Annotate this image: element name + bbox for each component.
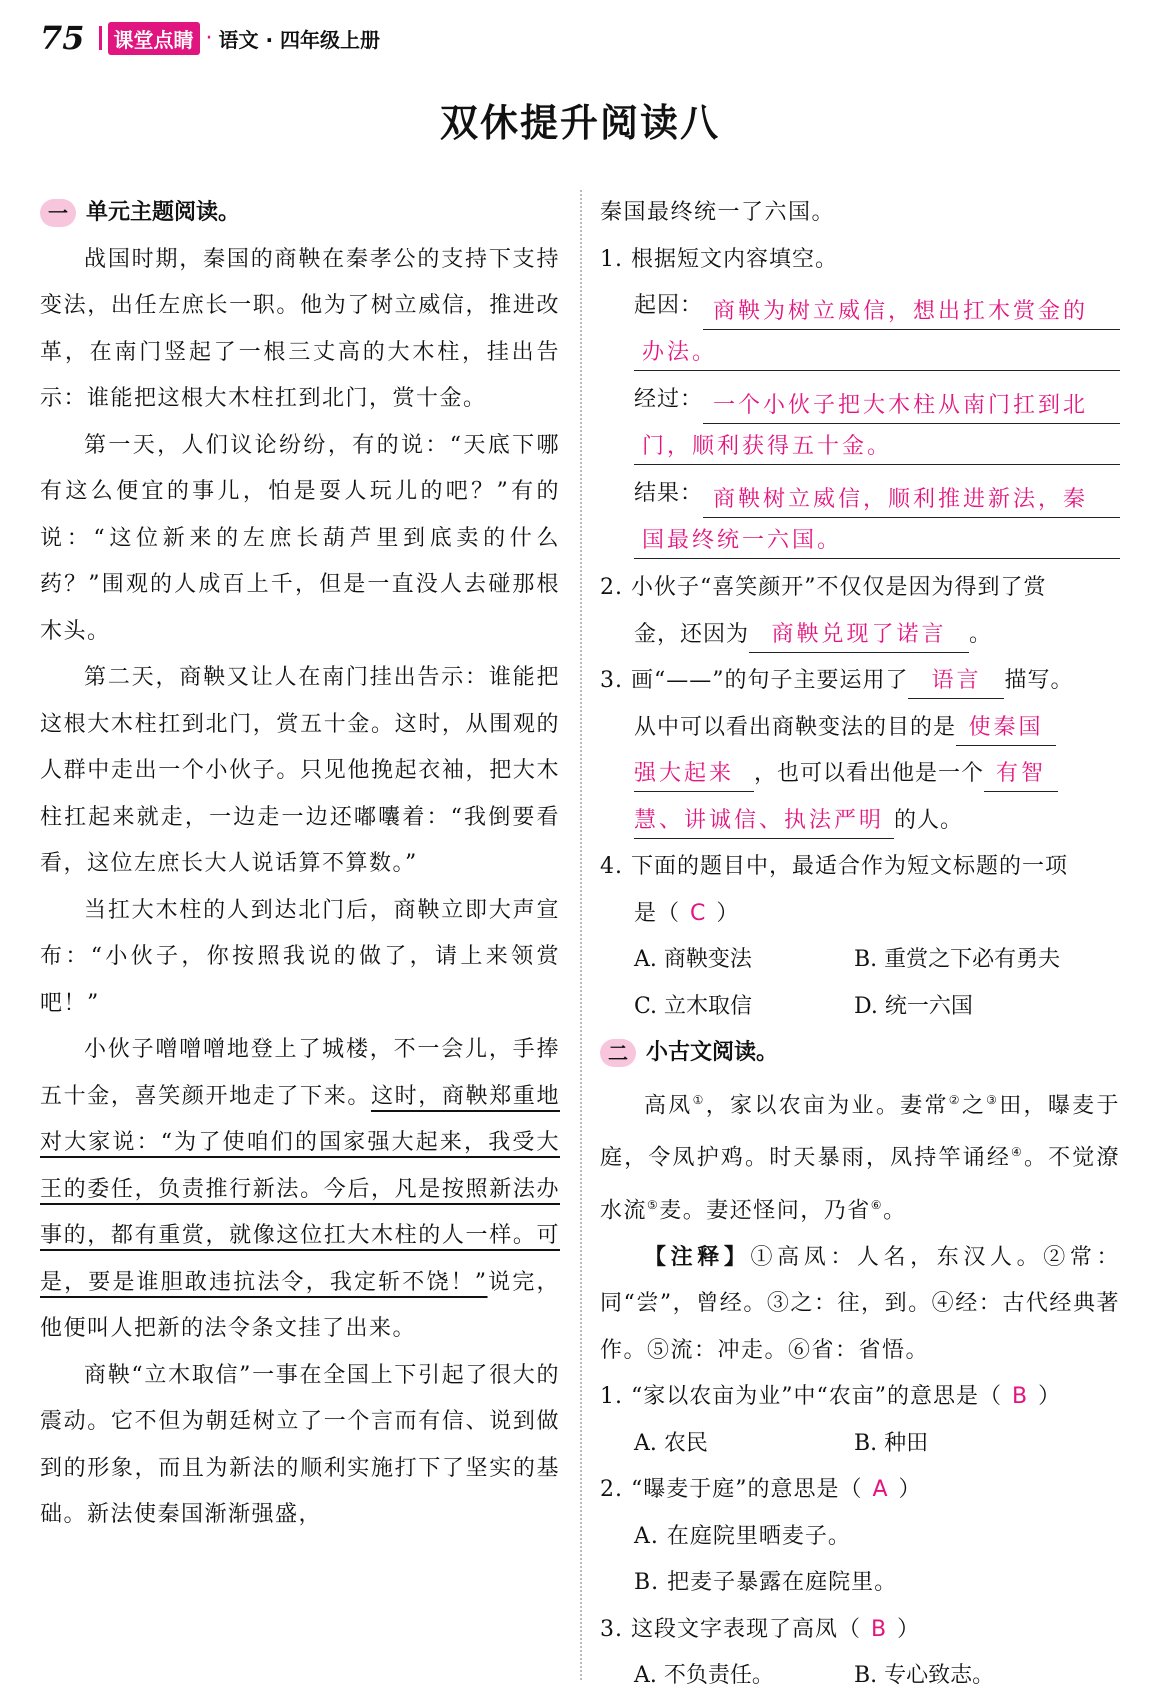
q3-stem-d: 强大起来 ，也可以看出他是一个 有智 xyxy=(600,751,1120,798)
q1-process xyxy=(600,377,1120,465)
note-text: ①高凤：人名，东汉人。②常：同“尝”，曾经。③之：往，到。④经：古代经典著作。⑤流：冲走。⑥省：省悟。 xyxy=(600,1244,1120,1363)
q4-option-b: B. 重赏之下必有勇夫 xyxy=(854,947,1061,972)
q4-answer: C xyxy=(690,900,707,926)
cause-answer-line2: 办法。 xyxy=(634,336,1120,371)
right-column xyxy=(600,190,1120,1700)
passage-paragraph-2: 第一天，人们议论纷纷，有的说：“天底下哪有这么便宜的事儿，怕是耍人玩儿的吧？”有的说：“这位新来的左庶长葫芦里到底卖的什么药？”围观的人成百上千，但是一直没人去碰那根木头。 xyxy=(40,432,560,644)
passage-paragraph-1: 战国时期，秦国的商鞅在秦孝公的支持下支持变法，出任左庶长一职。他为了树立威信，推进改革，在南门竖起了一根三丈高的大木柱，挂出告示：谁能把这根大木柱扛到北门，赏十金。 xyxy=(40,246,560,411)
classical-text: 高凤①，家以农亩为业。妻常②之③田，曝麦于庭，令凤护鸡。时天暴雨，凤持竿诵经④。不觉潦水流⑤麦。妻还怪问，乃省⑥。 xyxy=(600,1092,1120,1224)
q4-stem-b: 是（ C ） xyxy=(634,900,740,926)
underlined-sentence: 这时，商鞅郑重地对大家说：“为了使咱们的国家强大起来，我受大王的委任，负责推行新法。今后，凡是按照新法办事的，都有重赏，就像这位扛大木柱的人一样。可是，要是谁胆敢违抗法令，我定斩不饶！” xyxy=(40,1083,560,1295)
q4-options-row1 xyxy=(600,937,1120,984)
section1-title: 单元主题阅读。 xyxy=(86,200,241,225)
section1-heading xyxy=(40,190,560,237)
q2-2-option-b: B. 把麦子暴露在庭院里。 xyxy=(634,1570,898,1596)
q2-3-stem: 3. 这段文字表现了高凤（ B ） xyxy=(600,1616,921,1642)
result-answer-line2: 国最终统一六国。 xyxy=(634,524,1120,559)
q2-stem-b: 金，还因为 商鞅兑现了诺言 。 xyxy=(600,612,1120,659)
q2-3-option-b: B. 专心致志。 xyxy=(854,1663,995,1689)
q4-option-a: A. 商鞅变法 xyxy=(634,947,752,972)
q2-stem-a: 2. 小伙子“喜笑颜开”不仅仅是因为得到了赏 xyxy=(600,575,1047,600)
cause-label: 起因： xyxy=(634,293,704,318)
q3-stem-c: 从中可以看出商鞅变法的目的是 使秦国 xyxy=(600,705,1120,752)
page-number: 75 xyxy=(40,19,85,57)
annotation-note xyxy=(600,1235,1120,1375)
q2-3-answer: B xyxy=(870,1616,888,1642)
process-label: 经过： xyxy=(634,387,704,412)
result-label: 结果： xyxy=(634,481,704,506)
q2-3-options xyxy=(600,1653,1120,1700)
q2-2-answer: A xyxy=(872,1477,889,1503)
q2-1-answer: B xyxy=(1011,1384,1029,1410)
passage-paragraph-4: 当扛大木柱的人到达北门后，商鞅立即大声宣布：“小伙子，你按照我说的做了，请上来领赏吧！” xyxy=(40,897,560,1016)
passage-paragraph-6: 商鞅“立木取信”一事在全国上下引起了很大的震动。它不但为朝廷树立了一个言而有信、说到做到的形象，而且为新法的顺利实施打下了坚实的基础。新法使秦国渐渐强盛， xyxy=(40,1362,560,1527)
page-header xyxy=(40,18,380,58)
q2-1-options xyxy=(600,1421,1120,1468)
q3-answer-2a: 使秦国 xyxy=(956,711,1056,746)
brand-badge: 课堂点睛 xyxy=(108,22,200,55)
q1-result xyxy=(600,471,1120,559)
q3-answer-3b: 慧、讲诚信、执法严明 xyxy=(634,804,894,839)
q4-option-d: D. 统一六国 xyxy=(854,993,973,1019)
cause-answer-line1: 商鞅为树立威信，想出扛木赏金的 xyxy=(703,295,1120,330)
left-column xyxy=(40,190,560,1539)
passage-paragraph-3: 第二天，商鞅又让人在南门挂出告示：谁能把这根大木柱扛到北门，赏五十金。这时，从围观的人群中走出一个小伙子。只见他挽起衣袖，把大木柱扛起来就走，一边走一边还嘟囔着：“我倒要看看，这位左庶长大人说话算不算数。” xyxy=(40,665,560,876)
passage-p5-start: 小伙子噌噌噌地登上了城楼，不一会儿，手捧五十金，喜笑颜开地走了下来。 xyxy=(40,1037,560,1109)
q3-answer-2b: 强大起来 xyxy=(634,757,754,792)
page-title: 双休提升阅读八 xyxy=(439,101,720,145)
section2-title: 小古文阅读。 xyxy=(646,1040,779,1065)
q2-1-stem: 1. “家以农亩为业”中“农亩”的意思是（ B ） xyxy=(600,1384,1062,1410)
process-answer-line2: 门，顺利获得五十金。 xyxy=(634,430,1120,465)
header-divider xyxy=(99,26,102,50)
passage-p5-end: 说完，他便叫人把新的法令条文挂了出来。 xyxy=(40,1269,560,1341)
note-label: 【注释】 xyxy=(644,1244,751,1270)
q2-1-option-b: B. 种田 xyxy=(854,1430,929,1456)
q4-option-c: C. 立木取信 xyxy=(634,993,753,1019)
result-answer-line1: 商鞅树立威信，顺利推进新法，秦 xyxy=(703,483,1120,518)
q3-stem-e: 慧、讲诚信、执法严明 的人。 xyxy=(600,798,1120,845)
q1-stem: 1. 根据短文内容填空。 xyxy=(600,246,838,272)
section2-heading xyxy=(600,1030,1120,1077)
q1-cause xyxy=(600,283,1120,371)
section1-number-badge: 一 xyxy=(40,199,76,227)
q2-1-option-a: A. 农民 xyxy=(634,1430,708,1456)
q2-3-option-a: A. 不负责任。 xyxy=(634,1663,774,1689)
q3-answer-1: 语言 xyxy=(908,664,1004,699)
q2-answer: 商鞅兑现了诺言 xyxy=(749,618,969,653)
subject-label: 语文 · 四年级上册 xyxy=(218,27,381,52)
q3-answer-3a: 有智 xyxy=(984,757,1058,792)
process-answer-line1: 一个小伙子把大木柱从南门扛到北 xyxy=(703,389,1120,424)
header-separator: · xyxy=(205,25,213,51)
passage-continuation: 秦国最终统一了六国。 xyxy=(600,200,836,225)
q3-stem-a: 3. 画“——”的句子主要运用了 语言 描写。 xyxy=(600,658,1120,705)
q4-stem-a: 4. 下面的题目中，最适合作为短文标题的一项 xyxy=(600,854,1068,879)
passage-paragraph-5 xyxy=(40,1027,560,1353)
q4-options-row2 xyxy=(600,984,1120,1031)
q2-2-option-a: A. 在庭院里晒麦子。 xyxy=(634,1523,851,1549)
column-divider xyxy=(580,190,582,1680)
section2-number-badge: 二 xyxy=(600,1039,636,1067)
q2-2-stem: 2. “曝麦于庭”的意思是（ A ） xyxy=(600,1477,922,1503)
